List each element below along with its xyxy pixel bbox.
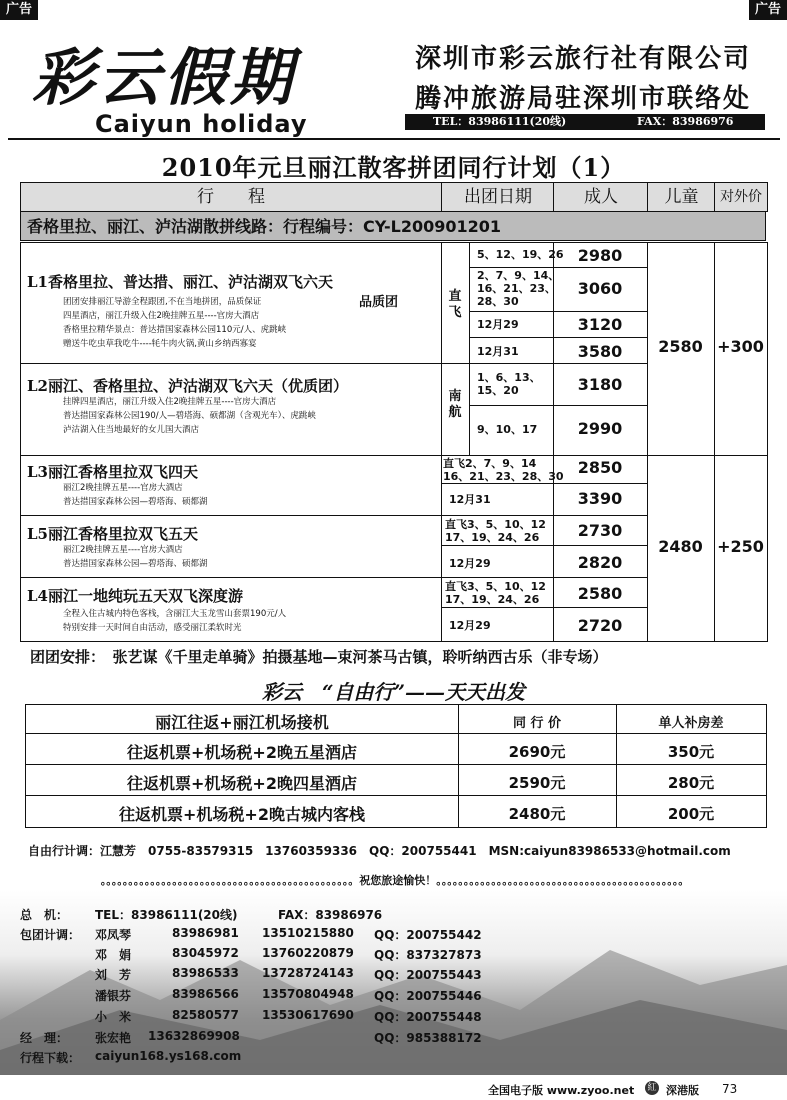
group-note: 团团安排： 张艺谋《千里走单骑》拍摄基地—束河茶马古镇，聆听纳西古乐（非专场） bbox=[30, 648, 608, 666]
grid-line bbox=[441, 607, 647, 608]
row-date: 直飞3、5、10、12 17、19、24、26 bbox=[445, 518, 546, 544]
grid-line bbox=[441, 545, 647, 546]
wish-line: 。。。。。。。。。。。。。。。。。。。。。。。。。。。。。。。。。。。。。。。。。。。。。。祝您旅途愉快！。。。。。。。。。。。。。。。。。。。。。。。。。。。。。。。。。。。。。。。。。。。。。 bbox=[100, 874, 690, 887]
free-row-price: 2590元 bbox=[508, 774, 566, 792]
ops-tel: 82580577 bbox=[172, 1008, 239, 1022]
row-price: 2720 bbox=[577, 616, 623, 635]
grid-line bbox=[26, 795, 766, 796]
row-date: 12月31 bbox=[449, 493, 491, 506]
grid-line bbox=[21, 577, 647, 578]
itinerary-name: L3丽江香格里拉双飞四天 bbox=[27, 463, 198, 481]
contact-bar bbox=[405, 114, 765, 130]
row-price: 3390 bbox=[577, 489, 623, 508]
grid-line bbox=[469, 311, 647, 312]
header-divider bbox=[8, 138, 780, 140]
free-travel-contact: 自由行计调：江慧芳 0755-83579315 13760359336 QQ：200755441 MSN:caiyun83986533@hotmail.com bbox=[28, 844, 731, 858]
free-row-price: 2480元 bbox=[508, 805, 566, 823]
grid-line bbox=[714, 243, 715, 641]
free-travel-title: 彩云 “自由行”——天天出发 bbox=[261, 680, 525, 704]
manager-name: 张宏艳 bbox=[95, 1031, 132, 1045]
itinerary-name: L1香格里拉、普达措、丽江、泸沽湖双飞六天 bbox=[27, 273, 333, 291]
company-fax: FAX：83986976 bbox=[637, 115, 734, 128]
header-external: 对外价 bbox=[714, 183, 767, 211]
ad-tag-right: 广告 bbox=[749, 0, 787, 20]
row-date: 12月29 bbox=[449, 619, 491, 632]
ops-mobile: 13530617690 bbox=[262, 1008, 354, 1022]
grid-line bbox=[647, 243, 648, 641]
header-itinerary: 行 程 bbox=[197, 187, 265, 207]
row-price: 2850 bbox=[577, 458, 623, 477]
row-date: 1、6、13、 15、20 bbox=[477, 371, 541, 397]
ops-qq: QQ：200755442 bbox=[374, 928, 482, 942]
row-price: 2730 bbox=[577, 521, 623, 540]
ops-tel: 83986533 bbox=[172, 966, 239, 980]
page-number: 73 bbox=[722, 1082, 738, 1096]
footer-edition: 深港版 bbox=[666, 1084, 699, 1097]
ops-tel: 83986566 bbox=[172, 987, 239, 1001]
row-date: 2、7、9、14、 16、21、23、 28、30 bbox=[477, 269, 560, 308]
airline-south: 南航 bbox=[448, 389, 462, 420]
manager-label: 经 理： bbox=[20, 1031, 69, 1045]
bureau-name: 腾冲旅游局驻深圳市联络处 bbox=[415, 84, 752, 114]
free-row-single: 200元 bbox=[667, 805, 715, 823]
child-price: 2480 bbox=[658, 537, 703, 556]
ops-label: 包团计调： bbox=[20, 928, 81, 942]
ops-mobile: 13570804948 bbox=[262, 987, 354, 1001]
free-row-item: 往返机票+机场税+2晚古城内客栈 bbox=[119, 805, 365, 824]
manager-qq: QQ：985388172 bbox=[374, 1031, 482, 1045]
ops-name: 潘银芬 bbox=[95, 989, 132, 1003]
row-price: 3120 bbox=[577, 315, 623, 334]
switchboard-tel: TEL：83986111(20线) bbox=[95, 908, 238, 922]
row-price: 3580 bbox=[577, 342, 623, 361]
row-date: 12月29 bbox=[449, 557, 491, 570]
row-date: 12月31 bbox=[477, 345, 519, 358]
free-head-item: 丽江往返+丽江机场接机 bbox=[155, 713, 329, 732]
ops-name: 刘 芳 bbox=[95, 968, 132, 982]
itinerary-desc: 全程入住古城内特色客栈，含丽江大玉龙雪山套票190元/人 特别安排一天时间自由活动，感受丽江柔软时光 bbox=[63, 609, 287, 633]
ops-name: 小 米 bbox=[95, 1010, 132, 1024]
manager-mobile: 13632869908 bbox=[148, 1029, 240, 1043]
row-date: 直飞3、5、10、12 17、19、24、26 bbox=[445, 580, 546, 606]
header-adult: 成人 bbox=[553, 183, 648, 211]
itinerary-quality: 品质团 bbox=[359, 295, 399, 310]
free-head-price: 同 行 价 bbox=[512, 716, 562, 731]
itinerary-name: L2丽江、香格里拉、泸沽湖双飞六天（优质团） bbox=[27, 377, 348, 395]
download-label: 行程下载： bbox=[20, 1051, 81, 1065]
header-child: 儿童 bbox=[647, 183, 715, 211]
grid-line bbox=[441, 483, 647, 484]
ad-tag-left: 广告 bbox=[0, 0, 38, 20]
ops-name: 邓 娟 bbox=[95, 948, 132, 962]
switchboard-label: 总 机： bbox=[20, 908, 69, 922]
grid-line bbox=[26, 764, 766, 765]
route-title: 香格里拉、丽江、泸沽湖散拼线路：行程编号：CY-L200901201 bbox=[20, 211, 766, 241]
ops-mobile: 13728724143 bbox=[262, 966, 354, 980]
download-url[interactable]: caiyun168.ys168.com bbox=[95, 1049, 242, 1063]
row-price: 2980 bbox=[577, 246, 623, 265]
free-row-item: 往返机票+机场税+2晚五星酒店 bbox=[127, 743, 357, 762]
ops-name: 邓凤琴 bbox=[95, 928, 132, 942]
airline-direct: 直飞 bbox=[448, 289, 462, 320]
itinerary-desc: 丽江2晚挂牌五星----官房大酒店 普达措国家森林公园—碧塔海、硕都湖 bbox=[63, 545, 208, 569]
itinerary-table bbox=[20, 242, 768, 642]
page-title: 2010年元旦丽江散客拼团同行计划（1） bbox=[161, 153, 626, 182]
grid-line bbox=[469, 405, 647, 406]
grid-line bbox=[21, 363, 647, 364]
free-row-item: 往返机票+机场税+2晚四星酒店 bbox=[127, 774, 357, 793]
itinerary-name: L5丽江香格里拉双飞五天 bbox=[27, 525, 198, 543]
itinerary-desc: 丽江2晚挂牌五星----官房大酒店 普达措国家森林公园—碧塔海、硕都湖 bbox=[63, 483, 208, 507]
ops-tel: 83045972 bbox=[172, 946, 239, 960]
row-price: 3060 bbox=[577, 279, 623, 298]
child-price: 2580 bbox=[658, 337, 703, 356]
row-price: 3180 bbox=[577, 375, 623, 394]
company-name: 深圳市彩云旅行社有限公司 bbox=[415, 44, 752, 74]
ops-qq: QQ：200755443 bbox=[374, 968, 482, 982]
external-price: +300 bbox=[717, 337, 764, 356]
ops-qq: QQ：200755448 bbox=[374, 1010, 482, 1024]
footer bbox=[0, 1078, 787, 1100]
ops-qq: QQ：837327873 bbox=[374, 948, 482, 962]
grid-line bbox=[441, 243, 442, 641]
grid-line bbox=[469, 337, 647, 338]
header-dates: 出团日期 bbox=[441, 183, 554, 211]
footer-site[interactable]: 全国电子版 www.zyoo.net bbox=[488, 1084, 635, 1097]
grid-line bbox=[26, 733, 766, 734]
table-header bbox=[20, 182, 768, 212]
row-date: 直飞2、7、9、14 16、21、23、28、30 bbox=[443, 457, 564, 483]
row-price: 2820 bbox=[577, 553, 623, 572]
row-date: 12月29 bbox=[477, 318, 519, 331]
row-price: 2990 bbox=[577, 419, 623, 438]
free-travel-table bbox=[25, 704, 767, 828]
company-tel: TEL：83986111(20线) bbox=[433, 115, 567, 128]
ops-qq: QQ：200755446 bbox=[374, 989, 482, 1003]
footer-badge-icon: 紅 bbox=[645, 1081, 659, 1095]
brand-logo: 彩云假期 bbox=[32, 41, 297, 114]
ops-mobile: 13760220879 bbox=[262, 946, 354, 960]
free-row-price: 2690元 bbox=[508, 743, 566, 761]
grid-line bbox=[21, 515, 647, 516]
itinerary-name: L4丽江一地纯玩五天双飞深度游 bbox=[27, 587, 243, 605]
switchboard-fax: FAX：83986976 bbox=[278, 908, 383, 922]
brand-english: Caiyun holiday bbox=[95, 110, 308, 138]
grid-line bbox=[469, 267, 647, 268]
ops-mobile: 13510215880 bbox=[262, 926, 354, 940]
external-price: +250 bbox=[717, 537, 764, 556]
row-price: 2580 bbox=[577, 584, 623, 603]
itinerary-desc: 团团安排丽江导游全程跟团,不在当地拼团，品质保证 四星酒店，丽江升级入住2晚挂牌五星----官房大酒店 香格里拉精华景点：普达措国家森林公园110元/人、虎跳峡 赠送牛吃虫草我吃牛----牦牛肉火锅,黄山乡纳西寡宴 bbox=[63, 297, 287, 349]
free-row-single: 350元 bbox=[667, 743, 715, 761]
grid-line bbox=[21, 455, 767, 456]
itinerary-desc: 挂牌四星酒店，丽江升级入住2晚挂牌五星----官房大酒店 普达措国家森林公园190/人—碧塔海、硕都湖（含观光车）、虎跳峡 泸沽湖入住当地最好的女儿国大酒店 bbox=[63, 397, 316, 435]
row-date: 5、12、19、26 bbox=[477, 248, 564, 261]
free-head-single: 单人补房差 bbox=[658, 716, 724, 731]
free-row-single: 280元 bbox=[667, 774, 715, 792]
grid-line bbox=[469, 243, 470, 455]
row-date: 9、10、17 bbox=[477, 423, 538, 436]
ops-tel: 83986981 bbox=[172, 926, 239, 940]
